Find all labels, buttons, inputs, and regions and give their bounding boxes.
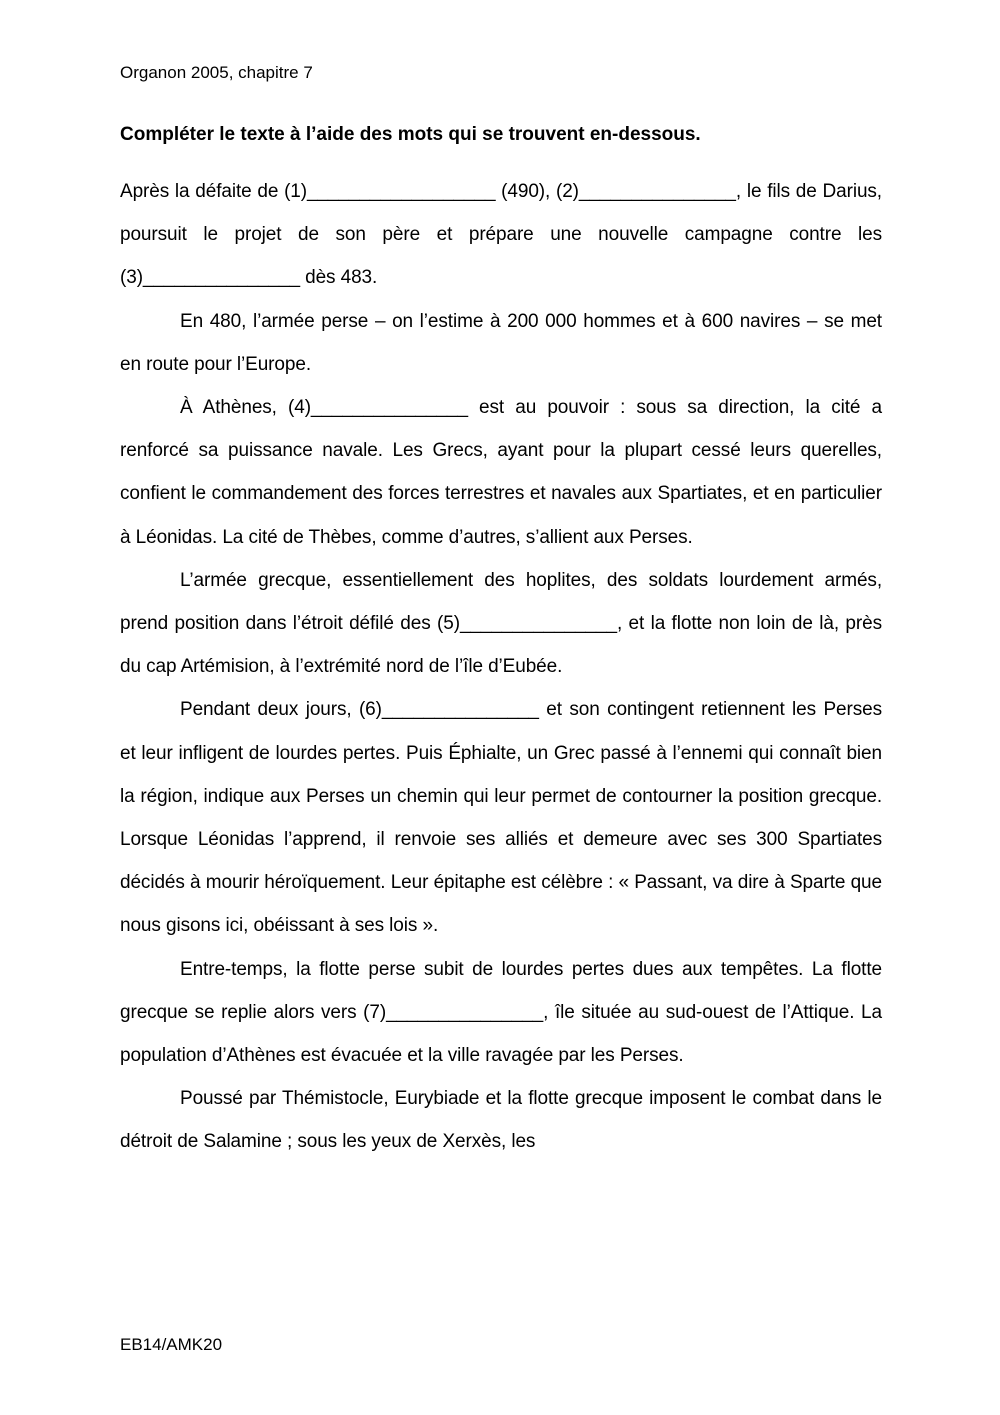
paragraph: L’armée grecque, essentiellement des hoplites, des soldats lourdement armés, prend position dans l’étroit défilé des (5)_______________, et la flotte non loin de là, près du cap Artémision, à l’extrémité nord de l’île d’Eubée.	[120, 569, 882, 678]
paragraph: Après la défaite de (1)__________________ (490), (2)_______________, le fils de Darius, poursuit le projet de son père et prépare une nouvelle campagne contre les (3)_______________ dès 483.	[120, 181, 882, 289]
paragraph: Pendant deux jours, (6)_______________ et son contingent retiennent les Perses et leur infligent de lourdes pertes. Puis Éphialte, un Grec passé à l’ennemi qui connaît bien la région, indique aux Perses un chemin qui leur permet de contourner la position grecque. Lorsque Léonidas l’apprend, il renvoie ses alliés et demeure avec ses 300 Spartiates décidés à mourir héroïquement. Leur épitaphe est célèbre : « Passant, va dire à Sparte que nous gisons ici, obéissant à ses lois ».	[120, 699, 882, 937]
paragraph: Poussé par Thémistocle, Eurybiade et la flotte grecque imposent le combat dans le détroit de Salamine ; sous les yeux de Xerxès, les	[120, 1088, 882, 1153]
page-header: Organon 2005, chapitre 7	[120, 63, 313, 82]
paragraph: En 480, l’armée perse – on l’estime à 200 000 hommes et à 600 navires – se met en route pour l’Europe.	[120, 310, 882, 375]
exercise-instruction: Compléter le texte à l’aide des mots qui se trouvent en-dessous.	[120, 124, 701, 145]
paragraph: À Athènes, (4)_______________ est au pouvoir : sous sa direction, la cité a renforcé sa puissance navale. Les Grecs, ayant pour la plupart cessé leurs querelles, confient le commandement des forces terrestres et navales aux Spartiates, et en particulier à Léonidas. La cité de Thèbes, comme d’autres, s’allient aux Perses.	[120, 397, 882, 548]
exercise-text	[120, 170, 882, 1164]
page-footer: EB14/AMK20	[120, 1335, 223, 1354]
paragraph: Entre-temps, la flotte perse subit de lourdes pertes dues aux tempêtes. La flotte grecque se replie alors vers (7)_______________, île située au sud-ouest de l’Attique. La population d’Athènes est évacuée et la ville ravagée par les Perses.	[120, 958, 882, 1067]
